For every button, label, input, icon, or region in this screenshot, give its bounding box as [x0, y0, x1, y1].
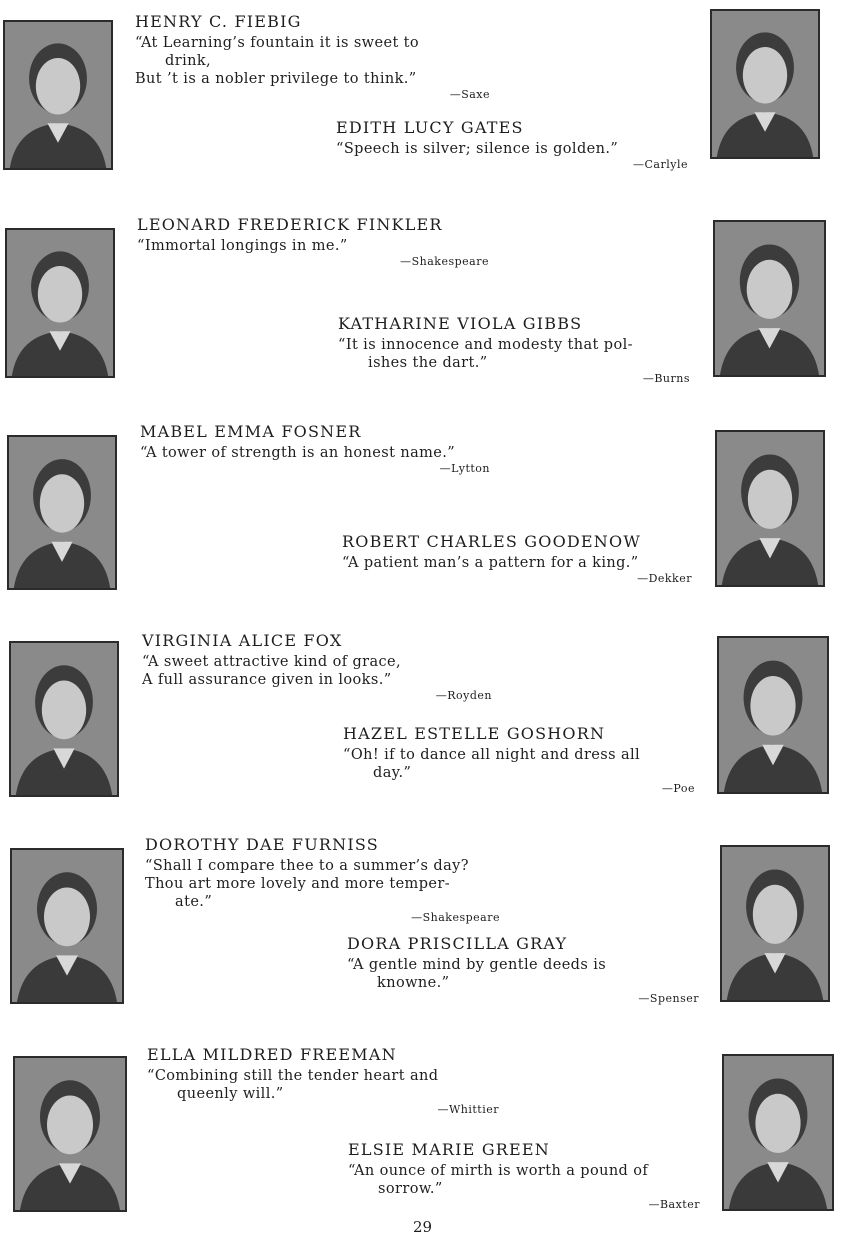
entry-edith-gates: [336, 118, 688, 172]
entry-ella-freeman: [147, 1045, 499, 1117]
quote-author: —Whittier: [437, 1103, 499, 1116]
portrait-photo-hazel-goshorn: [717, 636, 829, 794]
quote-text: “Speech is silver; silence is golden.”: [336, 141, 619, 157]
quote-text: “Shall I compare thee to a summer’s day? Thou art more lovely and more temper- ate.”: [145, 858, 469, 910]
entry-elsie-green: [348, 1140, 700, 1212]
student-name: DOROTHY DAE FURNISS: [145, 835, 379, 854]
quote-text: “At Learning’s fountain it is sweet to drink, But ’t is a nobler privilege to think.”: [135, 35, 420, 87]
portrait-photo-henry-fiebig: [3, 20, 113, 170]
entry-dorothy-furniss: [145, 835, 500, 925]
portrait-photo-edith-gates: [710, 9, 820, 159]
entry-katharine-gibbs: [338, 314, 690, 386]
student-name: ELSIE MARIE GREEN: [348, 1140, 551, 1159]
page-number: 29: [412, 1218, 433, 1236]
quote-text: “A gentle mind by gentle deeds is knowne.”: [347, 957, 607, 991]
portrait-silhouette: [15, 1058, 125, 1210]
quote-text: “A patient man’s a pattern for a king.”: [342, 555, 639, 571]
student-name: MABEL EMMA FOSNER: [140, 422, 362, 441]
student-name: LEONARD FREDERICK FINKLER: [137, 215, 443, 234]
portrait-silhouette: [715, 222, 824, 375]
quote-author: —Poe: [661, 782, 695, 795]
portrait-silhouette: [719, 638, 827, 792]
student-name: EDITH LUCY GATES: [336, 118, 524, 137]
student-name: HAZEL ESTELLE GOSHORN: [343, 724, 606, 743]
entry-virginia-fox: [142, 631, 492, 703]
portrait-photo-robert-goodenow: [715, 430, 825, 587]
portrait-silhouette: [9, 437, 115, 588]
portrait-silhouette: [724, 1056, 832, 1209]
portrait-photo-katharine-gibbs: [713, 220, 826, 377]
entry-henry-fiebig: [135, 12, 490, 102]
quote-text: “An ounce of mirth is worth a pound of sorrow.”: [348, 1163, 649, 1197]
quote-author: —Burns: [642, 372, 690, 385]
entry-robert-goodenow: [342, 532, 692, 586]
quote-author: —Lytton: [439, 462, 490, 475]
portrait-photo-dora-gray: [720, 845, 830, 1002]
student-name: ELLA MILDRED FREEMAN: [147, 1045, 397, 1064]
quote-text: “A tower of strength is an honest name.”: [140, 445, 456, 461]
portrait-silhouette: [7, 230, 113, 376]
quote-text: “Immortal longings in me.”: [137, 238, 348, 254]
quote-text: “Oh! if to dance all night and dress all day.”: [343, 747, 641, 781]
portrait-photo-leonard-finkler: [5, 228, 115, 378]
entry-mabel-fosner: [140, 422, 490, 476]
portrait-silhouette: [717, 432, 823, 585]
portrait-photo-ella-freeman: [13, 1056, 127, 1212]
student-name: KATHARINE VIOLA GIBBS: [338, 314, 583, 333]
portrait-silhouette: [12, 850, 122, 1002]
quote-author: —Spenser: [638, 992, 699, 1005]
portrait-photo-mabel-fosner: [7, 435, 117, 590]
student-name: DORA PRISCILLA GRAY: [347, 934, 568, 953]
student-name: HENRY C. FIEBIG: [135, 12, 302, 31]
quote-text: “A sweet attractive kind of grace, A full assurance given in looks.”: [142, 654, 402, 688]
portrait-silhouette: [11, 643, 117, 795]
quote-text: “It is innocence and modesty that pol- ishes the dart.”: [338, 337, 633, 371]
entry-dora-gray: [347, 934, 699, 1006]
quote-author: —Carlyle: [633, 158, 688, 171]
quote-author: —Saxe: [449, 88, 490, 101]
quote-author: —Royden: [435, 689, 492, 702]
quote-text: “Combining still the tender heart and queenly will.”: [147, 1068, 439, 1102]
portrait-silhouette: [5, 22, 111, 168]
portrait-photo-dorothy-furniss: [10, 848, 124, 1004]
portrait-photo-elsie-green: [722, 1054, 834, 1211]
entry-hazel-goshorn: [343, 724, 695, 796]
student-name: VIRGINIA ALICE FOX: [142, 631, 343, 650]
quote-author: —Shakespeare: [400, 255, 489, 268]
student-name: ROBERT CHARLES GOODENOW: [342, 532, 641, 551]
quote-author: —Shakespeare: [411, 911, 500, 924]
portrait-silhouette: [712, 11, 818, 157]
portrait-photo-virginia-fox: [9, 641, 119, 797]
entry-leonard-finkler: [137, 215, 489, 269]
portrait-silhouette: [722, 847, 828, 1000]
quote-author: —Baxter: [648, 1198, 700, 1211]
quote-author: —Dekker: [637, 572, 692, 585]
